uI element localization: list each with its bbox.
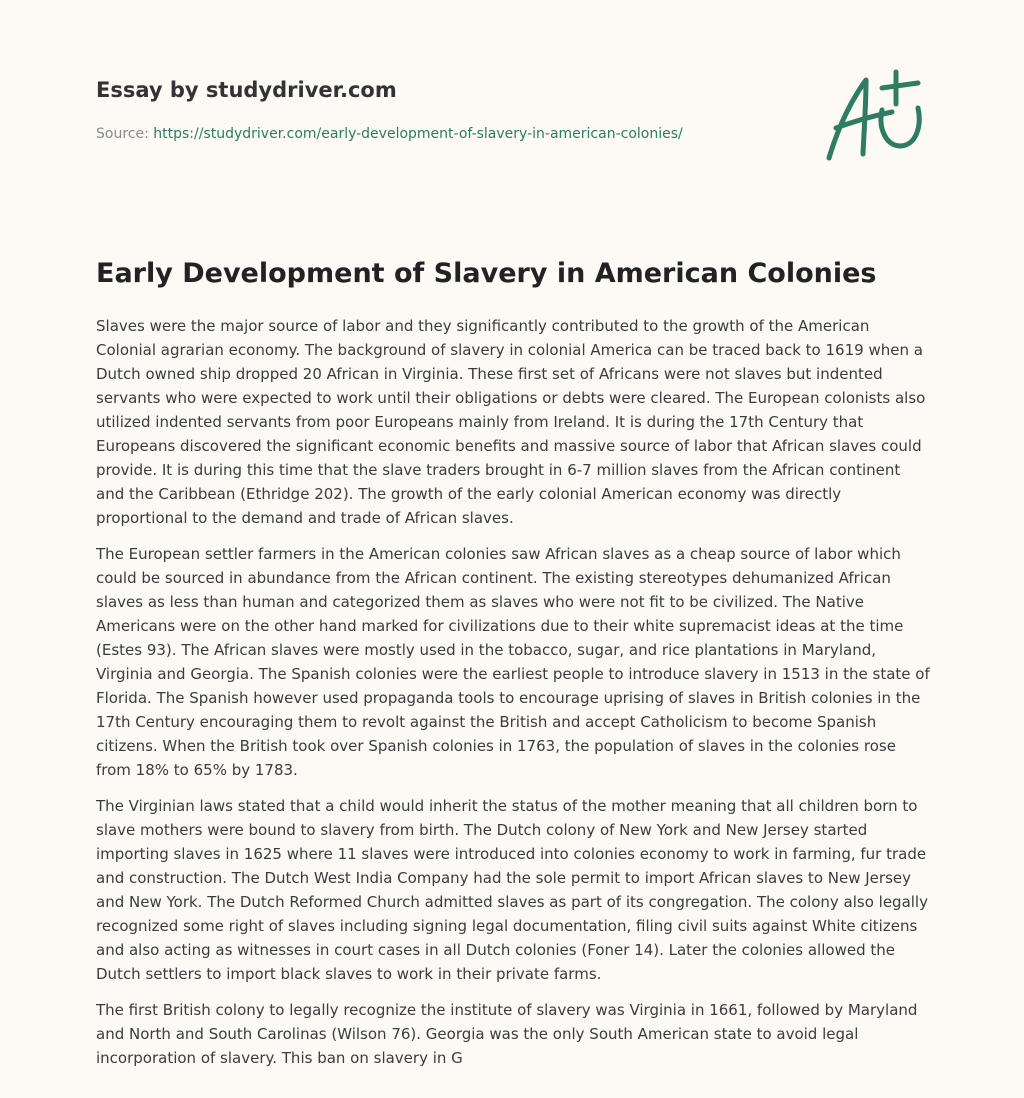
essay-paragraph: The first British colony to legally recognize the institute of slavery was Virginia in 1661, followed by Maryland and North and South Carolinas (Wilson 76). Georgia was the only South American state to avoid legal incorporation of slavery. This ban on slavery in G [96,1001,918,1067]
essay-paragraph: The European settler farmers in the American colonies saw African slaves as a cheap source of labor which could be sourced in abundance from the African continent. The existing stereotypes dehumanized African slaves as less than human and categorized them as slaves who were not fit to be civilized. The Native Americans were on the other hand marked for civilizations due to their white supremacist ideas at the time (Estes 93). The African slaves were mostly used in the tobacco, sugar, and rice plantations in Maryland, Virginia and Georgia. The Spanish colonies were the earliest people to introduce slavery in 1513 in the state of Florida. The Spanish however used propaganda tools to encourage uprising of slaves in British colonies in the 17th Century encouraging them to revolt against the British and accept Catholicism to become Spanish citizens. When the British took over Spanish colonies in 1763, the population of slaves in the colonies rose from 18% to 65% by 1783. [96,545,930,779]
source-link[interactable]: https://studydriver.com/early-development-of-slavery-in-american-colonies/ [153,126,683,142]
site-brand: Essay by studydriver.com [96,78,397,102]
essay-paragraph: The Virginian laws stated that a child would inherit the status of the mother meaning that all children born to slave mothers were bound to slavery from birth. The Dutch colony of New York and New Jersey started importing slaves in 1625 where 11 slaves were introduced into colonies economy to work in farming, fur trade and construction. The Dutch West India Company had the sole permit to import African slaves to New Jersey and New York. The Dutch Reformed Church admitted slaves as part of its congregation. The colony also legally recognized some right of slaves including signing legal documentation, filing civil suits against White citizens and also acting as witnesses in court cases in all Dutch colonies (Foner 14). Later the colonies allowed the Dutch settlers to import black slaves to work in their private farms. [96,797,928,983]
a-plus-logo-icon [820,66,930,166]
source-label: Source: [96,126,149,142]
essay-paragraph: Slaves were the major source of labor and they significantly contributed to the growth of the American Colonial agrarian economy. The background of slavery in colonial America can be traced back to 1619 when a Dutch owned ship dropped 20 African in Virginia. These first set of Africans were not slaves but indented servants who were expected to work until their obligations or debts were cleared. The European colonists also utilized indented servants from poor Europeans mainly from Ireland. It is during the 17th Century that Europeans discovered the significant economic benefits and massive source of labor that African slaves could provide. It is during this time that the slave traders brought in 6-7 million slaves from the African continent and the Caribbean (Ethridge 202). The growth of the early colonial American economy was directly proportional to the demand and trade of African slaves. [96,317,926,527]
essay-body [96,314,930,1082]
source-line [96,124,796,144]
essay-header [96,76,796,144]
essay-title: Early Development of Slavery in American Colonies [96,258,877,289]
